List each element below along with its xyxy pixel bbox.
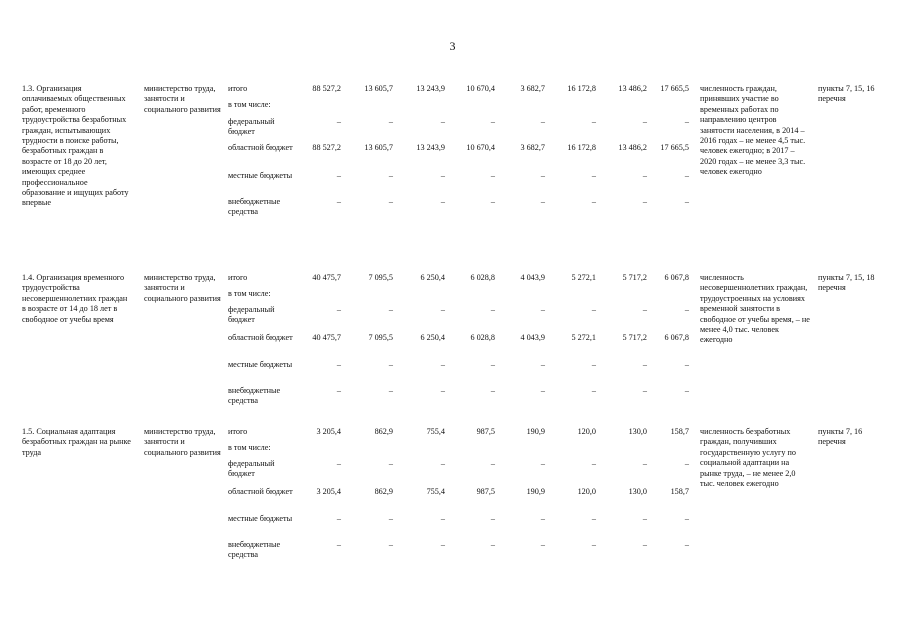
amount-cell: –: [684, 360, 689, 369]
amount-cell: 130,0: [628, 487, 647, 496]
amount-cell: 6 250,4: [420, 273, 445, 282]
amount-cell: –: [440, 540, 445, 549]
amount-cell: 40 475,7: [312, 333, 341, 342]
funding-source: федеральный бюджет: [228, 305, 275, 325]
amount-cell: –: [490, 197, 495, 206]
amount-cell: –: [336, 171, 341, 180]
amount-cell: –: [591, 305, 596, 314]
activity-description: 1.5. Социальная адаптация безработных граждан на рынке труда: [22, 427, 131, 457]
amount-cell: 13 605,7: [364, 143, 393, 152]
amount-cell: 13 605,7: [364, 84, 393, 93]
amount-cell: 5 272,1: [571, 273, 596, 282]
amount-cell: –: [440, 171, 445, 180]
amount-cell: –: [684, 514, 689, 523]
amount-cell: 16 172,8: [567, 84, 596, 93]
list-reference: пункты 7, 15, 18 перечня: [818, 273, 875, 293]
funding-source: в том числе:: [228, 100, 271, 109]
target-indicator: численность безработных граждан, получивших государственную услугу по социальной адаптации на рынке труда, – не менее 2,0 тыс. человек ежегодно: [700, 427, 797, 489]
amount-cell: 6 028,8: [470, 273, 495, 282]
amount-cell: 190,9: [526, 487, 545, 496]
amount-cell: 3 682,7: [520, 143, 545, 152]
amount-cell: 6 250,4: [420, 333, 445, 342]
amount-cell: –: [336, 305, 341, 314]
amount-cell: 158,7: [670, 487, 689, 496]
amount-cell: 88 527,2: [312, 143, 341, 152]
amount-cell: 120,0: [577, 427, 596, 436]
amount-cell: –: [388, 459, 393, 468]
amount-cell: –: [490, 459, 495, 468]
amount-cell: –: [490, 514, 495, 523]
funding-source: областной бюджет: [228, 333, 293, 342]
amount-cell: –: [490, 540, 495, 549]
amount-cell: –: [642, 360, 647, 369]
amount-cell: –: [490, 360, 495, 369]
amount-cell: 13 486,2: [618, 143, 647, 152]
amount-cell: 4 043,9: [520, 273, 545, 282]
amount-cell: –: [591, 117, 596, 126]
amount-cell: 88 527,2: [312, 84, 341, 93]
amount-cell: –: [440, 305, 445, 314]
page-number: 3: [449, 39, 456, 53]
funding-source: в том числе:: [228, 289, 271, 298]
amount-cell: –: [440, 117, 445, 126]
amount-cell: –: [540, 459, 545, 468]
responsible-executor: министерство труда, занятости и социального развития: [144, 427, 221, 457]
amount-cell: –: [336, 386, 341, 395]
funding-source: внебюджетные средства: [228, 540, 281, 560]
target-indicator: численность несовершеннолетних граждан, трудоустроенных на условиях временной занятости в свободное от учебы время, – не менее 4,0 тыс. человек ежегодно: [700, 273, 810, 345]
amount-cell: 755,4: [426, 427, 445, 436]
amount-cell: –: [440, 386, 445, 395]
amount-cell: 17 665,5: [660, 143, 689, 152]
amount-cell: 987,5: [476, 427, 495, 436]
amount-cell: 987,5: [476, 487, 495, 496]
amount-cell: –: [336, 514, 341, 523]
amount-cell: –: [440, 197, 445, 206]
amount-cell: 3 205,4: [316, 487, 341, 496]
amount-cell: –: [388, 360, 393, 369]
amount-cell: 17 665,5: [660, 84, 689, 93]
amount-cell: 120,0: [577, 487, 596, 496]
amount-cell: –: [490, 386, 495, 395]
amount-cell: –: [684, 459, 689, 468]
amount-cell: 40 475,7: [312, 273, 341, 282]
amount-cell: 13 243,9: [416, 84, 445, 93]
amount-cell: –: [642, 514, 647, 523]
funding-source: местные бюджеты: [228, 514, 293, 523]
activity-description: 1.4. Организация временного трудоустройства несовершеннолетних граждан в возрасте от 14 до 18 лет в свободное от учебы время: [22, 273, 128, 324]
amount-cell: –: [388, 171, 393, 180]
amount-cell: –: [684, 171, 689, 180]
amount-cell: –: [591, 540, 596, 549]
amount-cell: 6 028,8: [470, 333, 495, 342]
amount-cell: –: [336, 459, 341, 468]
activity-description: 1.3. Организация оплачиваемых общественных работ, временного трудоустройства безработных граждан, испытывающих трудности в поиске работы, безработных граждан в возрасте от 18 до 20 лет, имеющих среднее профессиональное образование и ищущих работу впервые: [22, 84, 129, 208]
funding-source: внебюджетные средства: [228, 197, 281, 217]
amount-cell: –: [540, 360, 545, 369]
amount-cell: –: [684, 540, 689, 549]
amount-cell: –: [490, 117, 495, 126]
amount-cell: 158,7: [670, 427, 689, 436]
responsible-executor: министерство труда, занятости и социального развития: [144, 84, 221, 114]
amount-cell: 7 095,5: [368, 273, 393, 282]
amount-cell: –: [684, 305, 689, 314]
amount-cell: –: [540, 197, 545, 206]
amount-cell: 130,0: [628, 427, 647, 436]
funding-source: областной бюджет: [228, 143, 293, 152]
amount-cell: 862,9: [374, 487, 393, 496]
amount-cell: –: [591, 171, 596, 180]
target-indicator: численность граждан, принявших участие во временных работах по направлению центров занятости населения, в 2014 – 2016 годах – не менее 4,5 тыс. человек ежегодно; в 2017 – 2020 годах – не менее 3,3 тыс. человек ежегодно: [700, 84, 806, 177]
amount-cell: 190,9: [526, 427, 545, 436]
amount-cell: –: [440, 360, 445, 369]
amount-cell: –: [684, 117, 689, 126]
amount-cell: –: [540, 305, 545, 314]
amount-cell: –: [540, 117, 545, 126]
amount-cell: 7 095,5: [368, 333, 393, 342]
amount-cell: –: [540, 540, 545, 549]
amount-cell: –: [642, 117, 647, 126]
funding-source: местные бюджеты: [228, 171, 293, 180]
amount-cell: –: [591, 459, 596, 468]
amount-cell: –: [684, 197, 689, 206]
amount-cell: –: [642, 171, 647, 180]
funding-source: местные бюджеты: [228, 360, 293, 369]
funding-source: федеральный бюджет: [228, 117, 275, 137]
amount-cell: –: [540, 386, 545, 395]
amount-cell: 13 243,9: [416, 143, 445, 152]
amount-cell: 16 172,8: [567, 143, 596, 152]
amount-cell: 5 272,1: [571, 333, 596, 342]
amount-cell: –: [642, 386, 647, 395]
funding-source: в том числе:: [228, 443, 271, 452]
amount-cell: –: [388, 117, 393, 126]
amount-cell: –: [490, 305, 495, 314]
funding-source: внебюджетные средства: [228, 386, 281, 406]
responsible-executor: министерство труда, занятости и социального развития: [144, 273, 221, 303]
amount-cell: 5 717,2: [622, 273, 647, 282]
amount-cell: 3 205,4: [316, 427, 341, 436]
amount-cell: –: [642, 459, 647, 468]
amount-cell: –: [336, 360, 341, 369]
funding-source: областной бюджет: [228, 487, 293, 496]
amount-cell: –: [336, 117, 341, 126]
amount-cell: 5 717,2: [622, 333, 647, 342]
amount-cell: 862,9: [374, 427, 393, 436]
amount-cell: –: [591, 197, 596, 206]
amount-cell: –: [591, 360, 596, 369]
amount-cell: 13 486,2: [618, 84, 647, 93]
amount-cell: –: [388, 197, 393, 206]
amount-cell: –: [642, 197, 647, 206]
amount-cell: –: [388, 514, 393, 523]
amount-cell: 4 043,9: [520, 333, 545, 342]
amount-cell: 755,4: [426, 487, 445, 496]
amount-cell: –: [591, 386, 596, 395]
funding-source: итого: [228, 273, 248, 282]
list-reference: пункты 7, 16 перечня: [818, 427, 863, 447]
amount-cell: 6 067,8: [664, 333, 689, 342]
amount-cell: –: [684, 386, 689, 395]
funding-source: итого: [228, 84, 248, 93]
amount-cell: –: [336, 540, 341, 549]
funding-source: федеральный бюджет: [228, 459, 275, 479]
amount-cell: –: [591, 514, 596, 523]
amount-cell: –: [540, 514, 545, 523]
amount-cell: –: [388, 540, 393, 549]
funding-source: итого: [228, 427, 248, 436]
amount-cell: 10 670,4: [466, 84, 495, 93]
amount-cell: –: [388, 386, 393, 395]
amount-cell: –: [388, 305, 393, 314]
amount-cell: –: [540, 171, 545, 180]
amount-cell: –: [440, 514, 445, 523]
amount-cell: –: [642, 540, 647, 549]
amount-cell: –: [490, 171, 495, 180]
amount-cell: 6 067,8: [664, 273, 689, 282]
amount-cell: –: [642, 305, 647, 314]
amount-cell: 10 670,4: [466, 143, 495, 152]
amount-cell: –: [440, 459, 445, 468]
amount-cell: 3 682,7: [520, 84, 545, 93]
amount-cell: –: [336, 197, 341, 206]
list-reference: пункты 7, 15, 16 перечня: [818, 84, 875, 104]
